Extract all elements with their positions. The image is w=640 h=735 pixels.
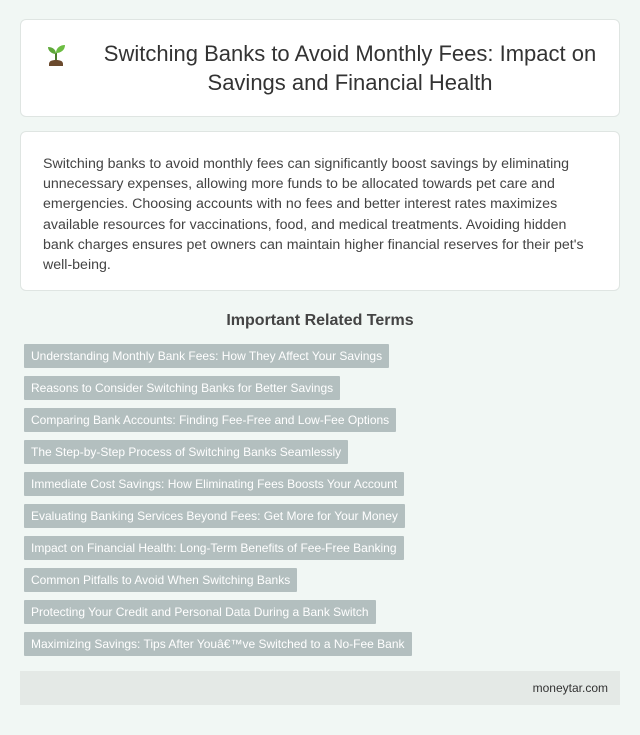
sprout-icon xyxy=(41,41,71,71)
related-terms-heading: Important Related Terms xyxy=(226,312,414,329)
summary-card xyxy=(20,131,620,291)
related-term-tag[interactable]: Immediate Cost Savings: How Eliminating Fees Boosts Your Account xyxy=(24,472,404,496)
summary-text: Switching banks to avoid monthly fees can significantly boost savings by eliminating unnecessary expenses, allowing more funds to be allocated towards pet care and emergencies. Choosing accounts with no fees and better interest rates maximizes available resources for vaccinations, food, and medical treatments. Avoiding hidden bank charges ensures pet owners can maintain higher financial reserves for their pet's well-being. xyxy=(43,156,584,274)
related-term-tag[interactable]: Protecting Your Credit and Personal Data During a Bank Switch xyxy=(24,600,376,624)
footer-site-name: moneytar.com xyxy=(532,681,608,695)
footer xyxy=(20,671,620,705)
related-term-tag[interactable]: Maximizing Savings: Tips After Youâ€™ve Switched to a No-Fee Bank xyxy=(24,632,412,656)
related-term-tag[interactable]: The Step-by-Step Process of Switching Banks Seamlessly xyxy=(24,440,348,464)
related-term-tag[interactable]: Reasons to Consider Switching Banks for Better Savings xyxy=(24,376,340,400)
page-title: Switching Banks to Avoid Monthly Fees: Impact on Savings and Financial Health xyxy=(103,41,597,95)
title-card xyxy=(20,19,620,117)
related-term-tag[interactable]: Common Pitfalls to Avoid When Switching Banks xyxy=(24,568,297,592)
related-terms-list xyxy=(24,344,616,664)
related-term-tag[interactable]: Evaluating Banking Services Beyond Fees: Get More for Your Money xyxy=(24,504,405,528)
related-term-tag[interactable]: Impact on Financial Health: Long-Term Benefits of Fee-Free Banking xyxy=(24,536,404,560)
related-term-tag[interactable]: Comparing Bank Accounts: Finding Fee-Free and Low-Fee Options xyxy=(24,408,396,432)
title-wrap xyxy=(41,39,599,97)
related-term-tag[interactable]: Understanding Monthly Bank Fees: How They Affect Your Savings xyxy=(24,344,389,368)
